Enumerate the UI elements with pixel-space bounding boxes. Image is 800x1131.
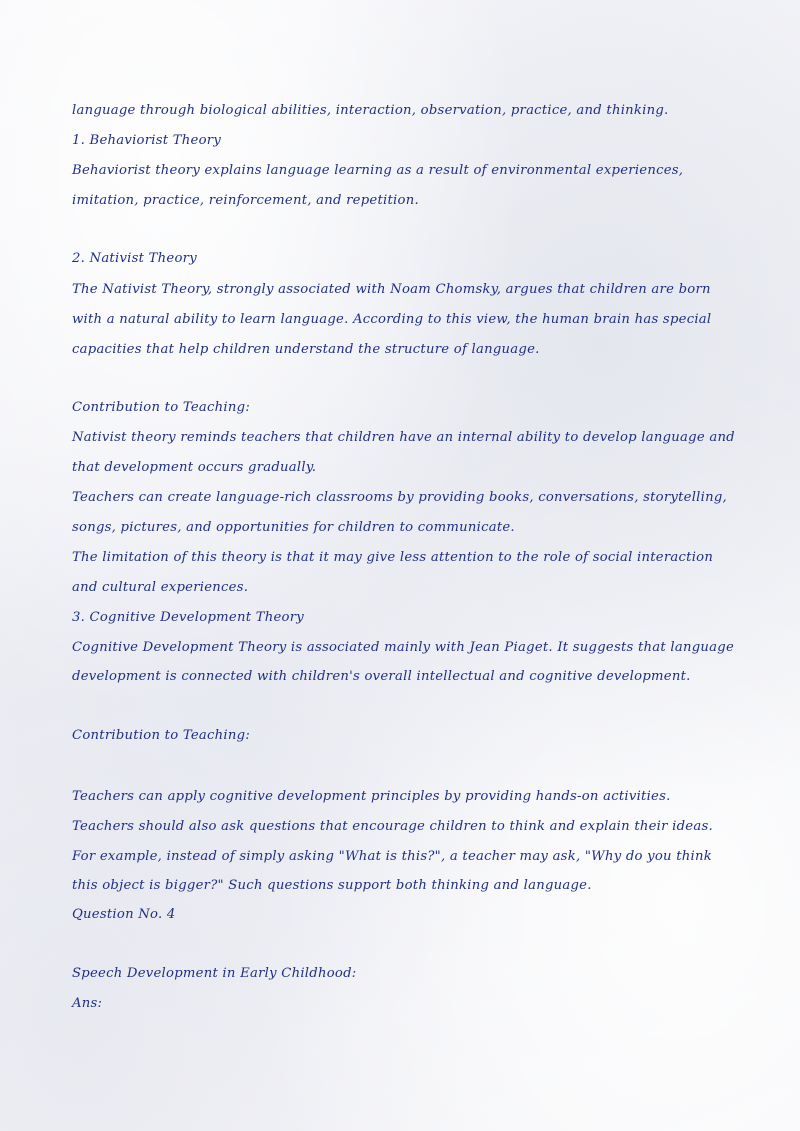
text-line: Nativist theory reminds teachers that children have an internal ability to develop language and — [72, 430, 735, 445]
subheading: Contribution to Teaching: — [72, 400, 251, 415]
text-line: The Nativist Theory, strongly associated with Noam Chomsky, argues that children are born — [72, 282, 711, 297]
text-line: with a natural ability to learn language. According to this view, the human brain has special — [72, 312, 712, 327]
text-line: Teachers should also ask questions that encourage children to think and explain their ideas. — [72, 819, 713, 834]
subheading: Speech Development in Early Childhood: — [72, 966, 357, 981]
text-line: Behaviorist theory explains language learning as a result of environmental experiences, — [72, 163, 684, 178]
question-heading: Question No. 4 — [72, 907, 176, 922]
text-line: Teachers can create language-rich classrooms by providing books, conversations, storytelling, — [72, 490, 727, 505]
text-line: capacities that help children understand the structure of language. — [72, 342, 540, 357]
answer-label: Ans: — [72, 996, 103, 1011]
text-line: language through biological abilities, interaction, observation, practice, and thinking. — [72, 103, 669, 118]
section-heading: 2. Nativist Theory — [72, 251, 197, 266]
text-line: The limitation of this theory is that it may give less attention to the role of social interaction — [72, 550, 714, 565]
text-line: this object is bigger?" Such questions support both thinking and language. — [72, 878, 592, 893]
text-line: Teachers can apply cognitive development principles by providing hands-on activities. — [72, 789, 671, 804]
text-line: development is connected with children's overall intellectual and cognitive development. — [72, 669, 691, 684]
text-line: that development occurs gradually. — [72, 460, 317, 475]
section-heading: 1. Behaviorist Theory — [72, 133, 222, 148]
text-line: and cultural experiences. — [72, 580, 249, 595]
text-line: songs, pictures, and opportunities for children to communicate. — [72, 520, 515, 535]
text-line: imitation, practice, reinforcement, and repetition. — [72, 193, 419, 208]
section-heading: 3. Cognitive Development Theory — [72, 610, 304, 625]
text-line: For example, instead of simply asking "What is this?", a teacher may ask, "Why do you think — [72, 849, 712, 864]
subheading: Contribution to Teaching: — [72, 728, 251, 743]
text-line: Cognitive Development Theory is associated mainly with Jean Piaget. It suggests that language — [72, 640, 735, 655]
